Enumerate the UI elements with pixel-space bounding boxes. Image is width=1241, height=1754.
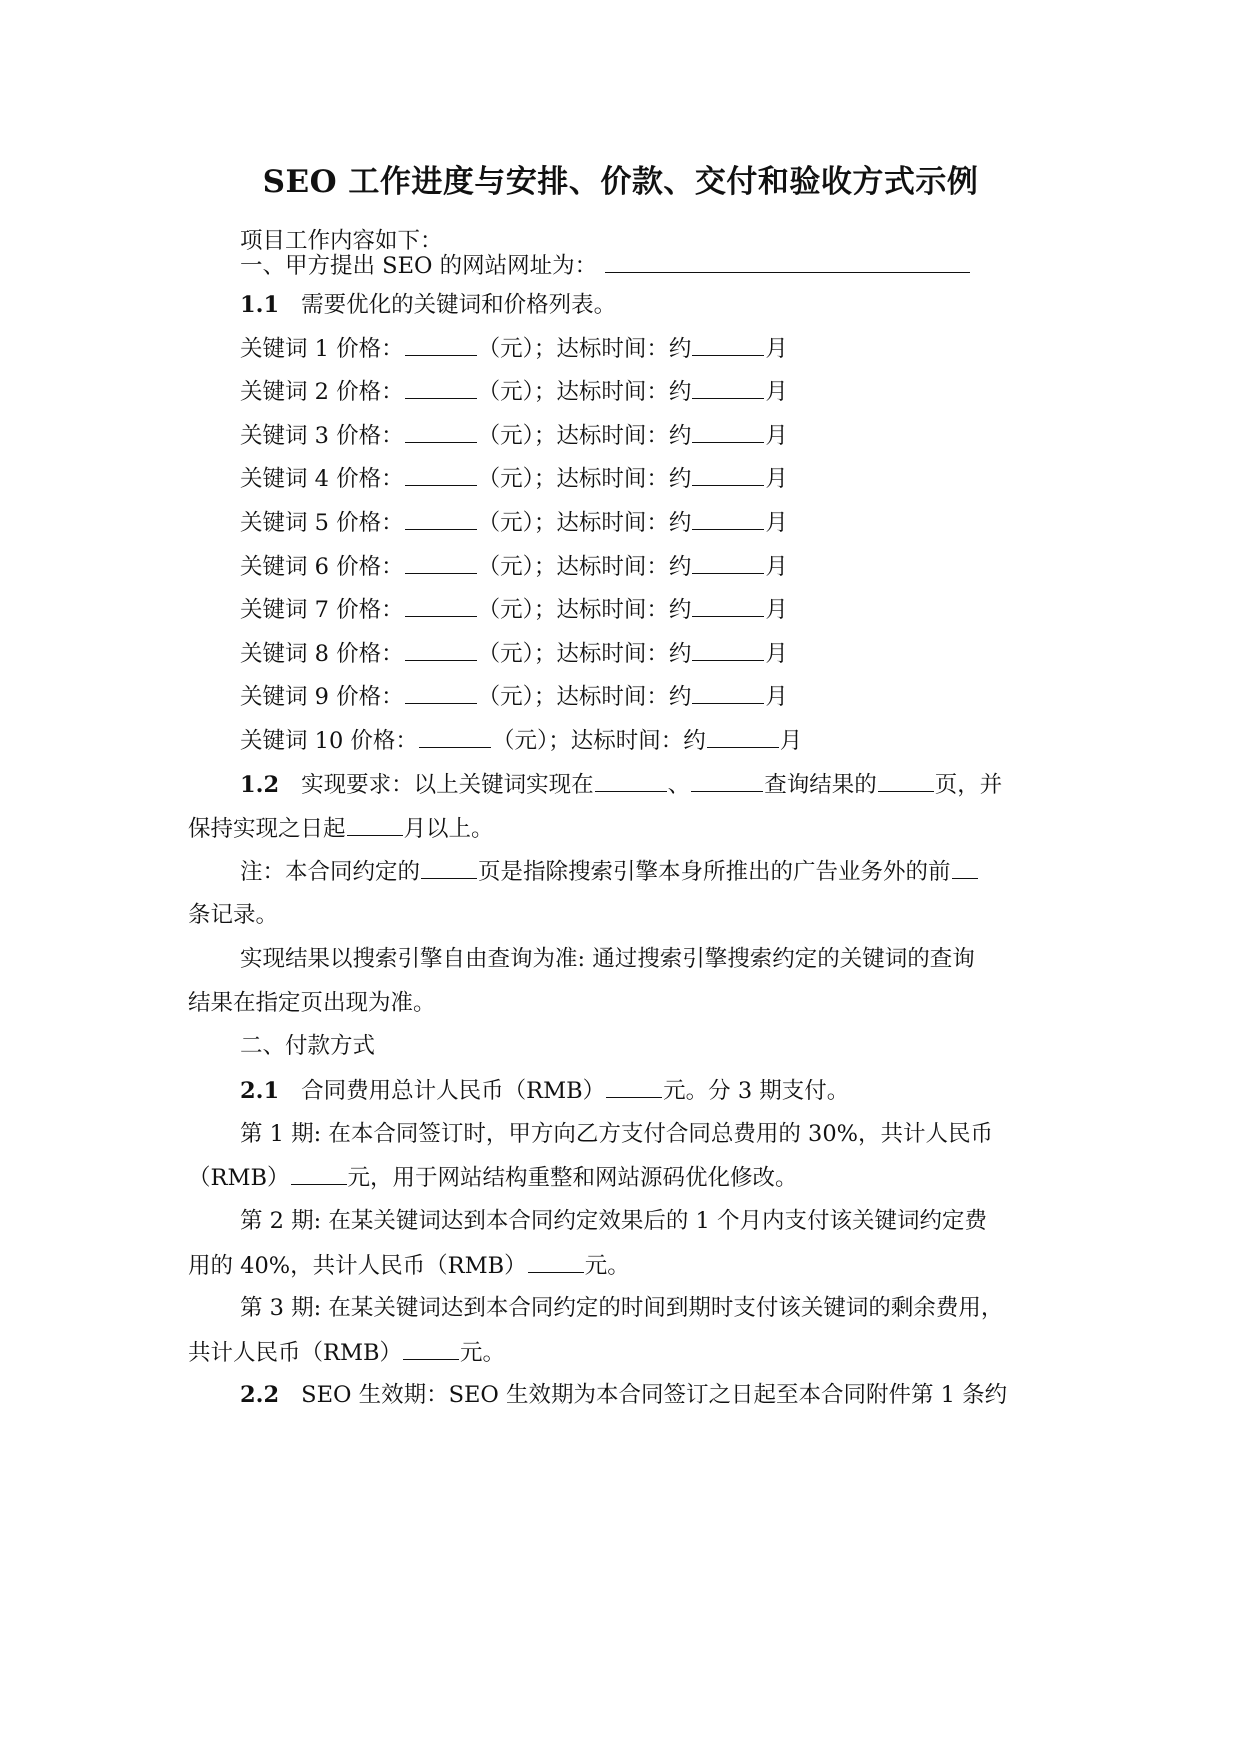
month-blank	[692, 594, 764, 617]
keyword-label: 关键词 6 价格：	[240, 554, 404, 580]
phase-text: 元，用于网站结构重整和网站源码优化修改。	[347, 1165, 798, 1191]
keyword-label: 关键词 8 价格：	[240, 641, 404, 667]
url-blank	[605, 250, 970, 273]
page-blank	[421, 856, 477, 879]
price-blank	[405, 681, 477, 704]
price-blank	[419, 725, 491, 748]
keyword-row	[240, 463, 788, 494]
section1-heading	[240, 250, 971, 281]
keyword-month: 月	[765, 423, 788, 449]
keyword-unit: （元）；达标时间：约	[477, 554, 692, 580]
section1-heading-text: 一、甲方提出 SEO 的网站网址为：	[240, 253, 598, 279]
price-blank	[405, 551, 477, 574]
keyword-month: 月	[779, 728, 803, 754]
phase-text: 共计人民币（RMB）	[188, 1340, 403, 1366]
month-blank	[347, 813, 403, 836]
keyword-month: 月	[765, 597, 788, 623]
clause-text: 月以上。	[403, 816, 494, 842]
price-blank	[405, 376, 477, 399]
clause-text: SEO 生效期：SEO 生效期为本合同签订之日起至本合同附件第 1 条约	[301, 1382, 1008, 1408]
price-blank	[405, 463, 477, 486]
clause-text: 页，并	[934, 772, 1003, 798]
intro-text: 项目工作内容如下：	[240, 228, 443, 254]
amount-blank	[606, 1075, 662, 1098]
clause-1-1	[240, 290, 616, 320]
phase3-line-2	[188, 1337, 505, 1368]
record-blank	[952, 856, 978, 879]
clause-text: 合同费用总计人民币（RMB）	[301, 1078, 606, 1104]
clause-number: 1.2	[240, 772, 280, 798]
phase1-line: 第 1 期: 在本合同签订时，甲方向乙方支付合同总费用的 30%，共计人民币	[240, 1121, 994, 1147]
keyword-label: 关键词 5 价格：	[240, 510, 404, 536]
keyword-label: 关键词 9 价格：	[240, 684, 404, 710]
keyword-unit: （元）；达标时间：约	[477, 423, 692, 449]
clause-number: 2.1	[240, 1078, 280, 1104]
keyword-month: 月	[765, 684, 788, 710]
keyword-label: 关键词 3 价格：	[240, 423, 404, 449]
phase3-line: 第 3 期: 在某关键词达到本合同约定的时间到期时支付该关键词的剩余费用，	[240, 1295, 1004, 1321]
clause-text: 查询结果的	[764, 772, 877, 798]
keyword-row	[240, 376, 788, 407]
keyword-unit: （元）；达标时间：约	[477, 379, 692, 405]
keyword-month: 月	[765, 554, 788, 580]
clause-1-2	[240, 769, 1002, 800]
keyword-row	[240, 507, 788, 538]
clause-text: 需要优化的关键词和价格列表。	[301, 292, 617, 318]
note-text: 注：本合同约定的	[240, 859, 421, 885]
keyword-unit: （元）；达标时间：约	[491, 728, 706, 754]
separator: 、	[667, 772, 691, 798]
note-text: 页是指除搜索引擎本身所推出的广告业务外的前	[478, 859, 951, 885]
keyword-unit: （元）；达标时间：约	[477, 466, 692, 492]
keyword-row	[240, 638, 788, 669]
keyword-month: 月	[765, 466, 788, 492]
result-line: 实现结果以搜索引擎自由查询为准: 通过搜索引擎搜索约定的关键词的查询	[240, 946, 975, 972]
keyword-label: 关键词 10 价格：	[240, 728, 418, 754]
keyword-label: 关键词 7 价格：	[240, 597, 404, 623]
keyword-month: 月	[765, 510, 788, 536]
amount-blank	[528, 1250, 584, 1273]
phase1-line-2	[188, 1162, 798, 1193]
document-title: SEO 工作进度与安排、价款、交付和验收方式示例	[262, 164, 979, 200]
price-blank	[405, 507, 477, 530]
note-line	[240, 856, 979, 887]
result-line-2: 结果在指定页出现为准。	[188, 990, 436, 1016]
phase-text: 用的 40%，共计人民币（RMB）	[188, 1253, 527, 1279]
keyword-month: 月	[765, 641, 788, 667]
keyword-row	[240, 681, 788, 712]
month-blank	[707, 725, 779, 748]
keyword-month: 月	[765, 336, 788, 362]
keyword-row	[240, 725, 802, 756]
keyword-month: 月	[765, 379, 788, 405]
month-blank	[692, 376, 764, 399]
note-line-2: 条记录。	[188, 902, 279, 928]
month-blank	[692, 681, 764, 704]
clause-text: 实现要求：以上关键词实现在	[301, 772, 594, 798]
price-blank	[405, 333, 477, 356]
keyword-unit: （元）；达标时间：约	[477, 641, 692, 667]
keyword-label: 关键词 1 价格：	[240, 336, 404, 362]
amount-blank	[403, 1337, 459, 1360]
clause-1-2-continued	[188, 813, 494, 844]
clause-2-1	[240, 1075, 849, 1106]
keyword-label: 关键词 4 价格：	[240, 466, 404, 492]
phase2-line: 第 2 期: 在某关键词达到本合同约定效果后的 1 个月内支付该关键词约定费	[240, 1208, 987, 1234]
keyword-unit: （元）；达标时间：约	[477, 597, 692, 623]
keyword-unit: （元）；达标时间：约	[477, 336, 692, 362]
month-blank	[692, 420, 764, 443]
engine-blank	[595, 769, 667, 792]
month-blank	[692, 507, 764, 530]
month-blank	[692, 463, 764, 486]
month-blank	[692, 333, 764, 356]
keyword-label: 关键词 2 价格：	[240, 379, 404, 405]
phase2-line-2	[188, 1250, 630, 1281]
keyword-row	[240, 551, 788, 582]
keyword-unit: （元）；达标时间：约	[477, 510, 692, 536]
keyword-row	[240, 333, 788, 364]
clause-number: 1.1	[240, 292, 280, 318]
page-blank	[878, 769, 934, 792]
amount-blank	[291, 1162, 347, 1185]
phase-text: 元。	[584, 1253, 630, 1279]
keyword-row	[240, 420, 788, 451]
engine-blank	[691, 769, 763, 792]
clause-2-2	[240, 1380, 1007, 1410]
keyword-row	[240, 594, 788, 625]
section2-heading: 二、付款方式	[240, 1033, 376, 1059]
clause-text: 元。分 3 期支付。	[663, 1078, 850, 1104]
clause-text: 保持实现之日起	[188, 816, 346, 842]
keyword-unit: （元）；达标时间：约	[477, 684, 692, 710]
price-blank	[405, 638, 477, 661]
month-blank	[692, 551, 764, 574]
month-blank	[692, 638, 764, 661]
clause-number: 2.2	[240, 1382, 280, 1408]
phase-text: （RMB）	[188, 1165, 290, 1191]
price-blank	[405, 594, 477, 617]
price-blank	[405, 420, 477, 443]
phase-text: 元。	[460, 1340, 506, 1366]
